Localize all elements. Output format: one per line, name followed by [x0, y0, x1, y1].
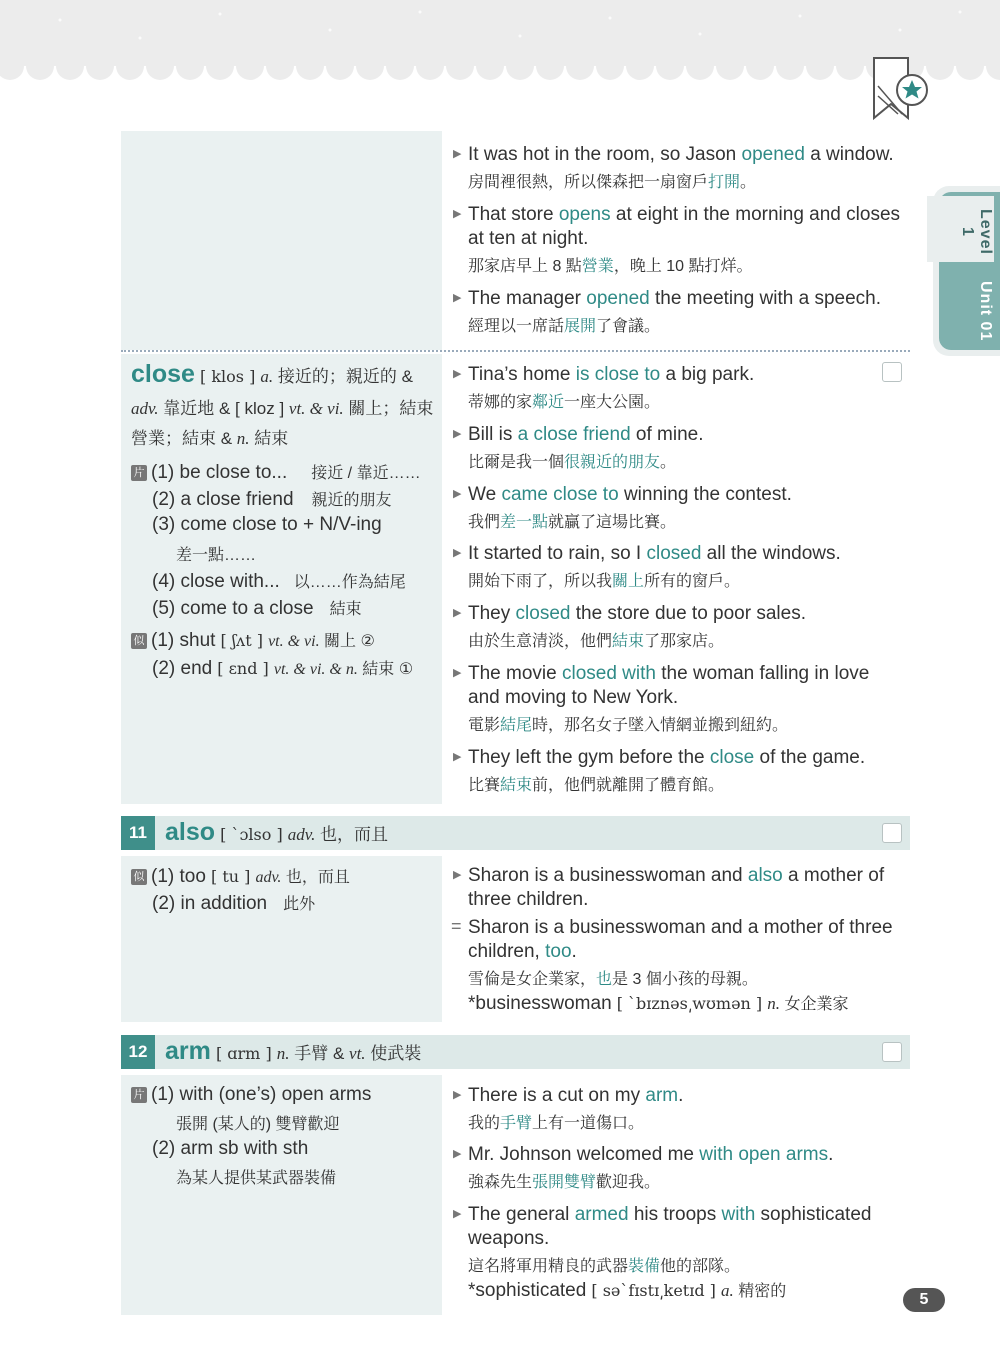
definition-text: 關上；結束	[343, 399, 434, 418]
example-highlight: with open arms	[699, 1144, 829, 1165]
example-text: Tina’s home	[468, 364, 576, 385]
example-text: the woman falling in love and moving to New York.	[468, 663, 870, 708]
close-definition-line-2	[131, 394, 433, 419]
translation-text: 了會議。	[596, 318, 661, 335]
translation-text: 就贏了這場比賽。	[548, 514, 677, 531]
similar-translation: 關上 ②	[319, 633, 375, 650]
translation-text: 一座大公園。	[564, 394, 661, 411]
definition-text: 使武裝	[365, 1044, 422, 1063]
arm-example-3	[453, 1203, 903, 1304]
definition-text: 接近的；親近的 &	[273, 367, 413, 386]
translation-text: 那家店早上 8 點	[468, 258, 582, 275]
arrow-bullet-icon: ▶	[453, 607, 462, 619]
example-text: the store due to poor sales.	[570, 603, 806, 624]
example-text: They	[468, 603, 516, 624]
arrow-bullet-icon: ▶	[453, 869, 462, 881]
example-text: There is a cut on my	[468, 1085, 646, 1106]
phrase-translation: 親近的朋友	[311, 492, 392, 509]
example-highlight: close	[709, 747, 755, 768]
top-decorative-band	[0, 0, 1000, 84]
example-text: Mr. Johnson welcomed me	[468, 1144, 700, 1165]
close-example-6	[453, 662, 903, 738]
translation-highlight: 裝備	[628, 1258, 661, 1275]
also-headword-line	[165, 818, 388, 847]
arrow-bullet-icon: ▶	[453, 1089, 462, 1101]
close-similar-1	[131, 628, 375, 652]
translation-text: 時，那名女子墜入情網並搬到紐約。	[532, 717, 789, 734]
page-number: 5	[903, 1288, 945, 1312]
translation-text: 歡迎我。	[596, 1174, 661, 1191]
example-highlight: closed	[515, 603, 571, 624]
translation-text: 開始下雨了，所以我	[468, 573, 613, 590]
part-of-speech: n.	[767, 994, 781, 1013]
pronunciation: [ ɛnd ]	[212, 659, 274, 678]
also-similar-1	[131, 864, 350, 888]
note-word: *businesswoman	[468, 993, 612, 1014]
arrow-bullet-icon: ▶	[453, 428, 462, 440]
translation-highlight: 關上	[612, 573, 645, 590]
pronunciation: [ səˋfɪstɪ͵ketɪd ]	[586, 1281, 722, 1300]
equals-mark: =	[451, 916, 462, 936]
example-text: the meeting with a speech.	[649, 288, 882, 309]
translation-text: 。	[740, 174, 757, 191]
arrow-bullet-icon: ▶	[453, 148, 462, 160]
arrow-bullet-icon: ▶	[453, 751, 462, 763]
open-example-1	[453, 143, 903, 195]
example-text: We	[468, 484, 502, 505]
arm-phrase-1-translation	[176, 1111, 340, 1135]
example-text: They left the gym before the	[468, 747, 710, 768]
close-example-7	[453, 746, 903, 798]
note-translation: 精密的	[733, 1283, 787, 1300]
arm-phrase-1	[131, 1084, 371, 1106]
example-highlight: armed	[574, 1204, 629, 1225]
example-text: It was hot in the room, so Jason	[468, 144, 742, 165]
phrase-text: (5) come to a close	[152, 598, 314, 619]
example-highlight: opens	[558, 204, 611, 225]
part-of-speech: a.	[721, 1281, 734, 1300]
translation-text: 由於生意清淡，他們	[468, 633, 613, 650]
also-similar-2	[152, 891, 315, 915]
translation-highlight: 營業	[581, 258, 614, 275]
close-similar-2	[152, 656, 413, 680]
translation-text: 房間裡很熱，所以傑森把一扇窗戶	[468, 174, 709, 191]
translation-highlight: 也	[596, 971, 613, 988]
translation-highlight: 很親近的朋友	[564, 454, 661, 471]
translation-highlight: 展開	[564, 318, 597, 335]
arm-headword-line	[165, 1037, 421, 1066]
pronunciation: [ ɑrm ]	[210, 1044, 277, 1063]
bookmark-star-icon	[868, 56, 932, 126]
similar-translation: 結束 ①	[357, 661, 414, 678]
example-highlight: a close friend	[517, 424, 631, 445]
example-text: sophisticated weapons.	[468, 1204, 872, 1249]
translation-text: 我們	[468, 514, 501, 531]
part-of-speech: adv.	[255, 869, 282, 886]
phrase-translation: 以……作為結尾	[293, 574, 406, 591]
pronunciation: [ tu ]	[205, 867, 256, 886]
side-tab-level: Level 1	[927, 196, 994, 262]
translation-text: 電影	[468, 717, 501, 734]
example-text: his troops	[628, 1204, 722, 1225]
translation-highlight: 張開雙臂	[532, 1174, 597, 1191]
arrow-bullet-icon: ▶	[453, 1208, 462, 1220]
example-text: Sharon is a businesswoman and	[468, 865, 748, 886]
example-highlight: closed with	[561, 663, 656, 684]
translation-text: ，晚上 10 點打烊。	[613, 258, 753, 275]
example-text: Sharon is a businesswoman and a mother of three children,	[468, 917, 893, 962]
arrow-bullet-icon: ▶	[453, 208, 462, 220]
arrow-bullet-icon: ▶	[453, 547, 462, 559]
example-text: That store	[468, 204, 559, 225]
phrase-translation: 結束	[329, 601, 362, 618]
side-tab-unit: Unit 01	[977, 280, 994, 342]
translation-text: 強森先生	[468, 1174, 533, 1191]
arm-phrase-2-translation	[176, 1165, 336, 1189]
entry-number-12: 12	[121, 1035, 155, 1069]
translation-text: 經理以一席話	[468, 318, 565, 335]
translation-highlight: 差一點	[500, 514, 549, 531]
pronunciation: [ ˋɔlso ]	[215, 825, 288, 844]
similar-word: (2) in addition	[152, 893, 268, 914]
headword-arm: arm	[165, 1037, 211, 1065]
example-text: .	[571, 941, 577, 962]
similar-word: (1) too	[151, 866, 206, 887]
example-text: of the game.	[754, 747, 866, 768]
arrow-bullet-icon: ▶	[453, 1148, 462, 1160]
translation-text: 比賽	[468, 777, 501, 794]
pronunciation: [ klos ]	[194, 367, 261, 386]
translation-highlight: 結尾	[500, 717, 533, 734]
similar-badge-icon: 似	[131, 869, 147, 885]
example-text: at eight in the morning and closes at ten at night.	[468, 204, 901, 249]
similar-word: (1) shut	[151, 630, 216, 651]
example-text: It started to rain, so I	[468, 543, 647, 564]
example-highlight: also	[747, 865, 783, 886]
phrase-badge-icon: 片	[131, 1087, 147, 1103]
part-of-speech: vt. & vi.	[288, 399, 344, 418]
close-phrase-3	[152, 514, 382, 536]
definition-text: 手臂 &	[289, 1044, 350, 1063]
phrase-text: (3) come close to + N/V-ing	[152, 514, 382, 535]
note-translation: 女企業家	[780, 996, 849, 1013]
similar-translation: 此外	[283, 896, 316, 913]
arm-example-1	[453, 1084, 903, 1136]
similar-word: (2) end	[152, 658, 213, 679]
translation-text: 這名將軍用精良的武器	[468, 1258, 629, 1275]
translation-highlight: 鄰近	[532, 394, 565, 411]
close-phrase-2	[152, 487, 392, 511]
arrow-bullet-icon: ▶	[453, 368, 462, 380]
translation-text: 。	[660, 454, 677, 471]
phrase-text: (1) with (one’s) open arms	[151, 1084, 372, 1105]
open-example-3	[453, 287, 903, 339]
open-left-panel	[121, 131, 442, 350]
example-text: The general	[468, 1204, 575, 1225]
translation-highlight: 結束	[612, 633, 645, 650]
open-example-2	[453, 203, 903, 279]
example-text: .	[828, 1144, 834, 1165]
pronunciation: [ ˋbɪznəs͵wʊmən ]	[611, 994, 768, 1013]
example-text: winning the contest.	[618, 484, 792, 505]
example-highlight: with	[721, 1204, 756, 1225]
arrow-bullet-icon: ▶	[453, 667, 462, 679]
phrase-text: (2) arm sb with sth	[152, 1138, 309, 1159]
definition-text: 靠近地 & [ kloz ]	[158, 399, 289, 418]
example-text: .	[678, 1085, 684, 1106]
close-headword-line-1	[131, 360, 413, 389]
phrase-text: (2) a close friend	[152, 489, 294, 510]
arm-example-2	[453, 1143, 903, 1195]
part-of-speech: adv.	[287, 825, 316, 844]
example-text: all the windows.	[701, 543, 841, 564]
phrase-translation: 為某人提供某武器裝備	[176, 1170, 337, 1187]
definition-text: 結束	[249, 429, 289, 448]
example-text: a window.	[804, 144, 894, 165]
example-text: The movie	[468, 663, 562, 684]
example-text: of mine.	[630, 424, 704, 445]
example-highlight: closed	[646, 543, 702, 564]
close-definition-line-3	[131, 424, 288, 449]
side-tab[interactable]	[933, 186, 1000, 356]
phrase-translation: 張開 (某人的) 雙臂歡迎	[176, 1116, 340, 1133]
translation-text: 雪倫是女企業家，	[468, 971, 597, 988]
entry-number-11: 11	[121, 816, 155, 850]
arm-phrase-2	[152, 1138, 308, 1160]
close-example-2	[453, 423, 903, 475]
translation-text: 比爾是我一個	[468, 454, 565, 471]
example-highlight: came close to	[501, 484, 619, 505]
close-example-1	[453, 363, 903, 415]
translation-text: 了那家店。	[644, 633, 725, 650]
phrase-text: (1) be close to...	[151, 462, 288, 483]
part-of-speech: vt. & vi.	[268, 633, 320, 650]
phrase-badge-icon: 片	[131, 465, 147, 481]
example-text: The manager	[468, 288, 587, 309]
arrow-bullet-icon: ▶	[453, 292, 462, 304]
close-phrase-1	[131, 460, 421, 484]
example-highlight: opened	[741, 144, 805, 165]
part-of-speech: vt.	[349, 1044, 366, 1063]
definition-text: 營業；結束 &	[131, 429, 237, 448]
part-of-speech: a.	[260, 367, 274, 386]
similar-translation: 也，而且	[281, 869, 350, 886]
translation-text: 是 3 個小孩的母親。	[612, 971, 758, 988]
example-highlight: opened	[586, 288, 650, 309]
translation-text: 所有的窗戶。	[644, 573, 741, 590]
translation-highlight: 打開	[708, 174, 741, 191]
close-phrase-5	[152, 596, 362, 620]
phrase-text: (4) close with...	[152, 571, 280, 592]
translation-highlight: 手臂	[500, 1115, 533, 1132]
example-text: Bill is	[468, 424, 518, 445]
section-divider	[121, 350, 910, 352]
translation-highlight: 結束	[500, 777, 533, 794]
example-highlight: arm	[645, 1085, 679, 1106]
translation-text: 他的部隊。	[660, 1258, 741, 1275]
pronunciation: [ ʃʌt ]	[215, 631, 269, 650]
phrase-translation: 差一點……	[176, 547, 257, 564]
headword-also: also	[165, 818, 216, 846]
also-example-2	[453, 916, 903, 1017]
example-highlight: is close to	[575, 364, 661, 385]
example-text: a big park.	[660, 364, 755, 385]
also-example-1	[453, 864, 903, 912]
definition-text: 也，而且	[315, 825, 389, 844]
note-word: *sophisticated	[468, 1280, 587, 1301]
close-example-5	[453, 602, 903, 654]
also-checkbox[interactable]	[882, 823, 902, 843]
translation-text: 我的	[468, 1115, 501, 1132]
phrase-translation: 接近 / 靠近……	[311, 465, 421, 482]
arm-checkbox[interactable]	[882, 1042, 902, 1062]
close-example-4	[453, 542, 903, 594]
headword-close: close	[131, 360, 195, 388]
close-example-3	[453, 483, 903, 535]
part-of-speech: adv.	[131, 399, 159, 418]
translation-text: 前，他們就離開了體育館。	[532, 777, 725, 794]
example-text: a mother of three children.	[468, 865, 885, 910]
part-of-speech: vt. & vi. & n.	[273, 661, 358, 678]
example-highlight: too	[545, 941, 572, 962]
arrow-bullet-icon: ▶	[453, 488, 462, 500]
close-phrase-3-translation	[176, 542, 256, 566]
similar-badge-icon: 似	[131, 633, 147, 649]
close-phrase-4	[152, 569, 406, 593]
part-of-speech: n.	[276, 1044, 290, 1063]
translation-text: 蒂娜的家	[468, 394, 533, 411]
translation-text: 上有一道傷口。	[532, 1115, 645, 1132]
part-of-speech: n.	[236, 429, 250, 448]
